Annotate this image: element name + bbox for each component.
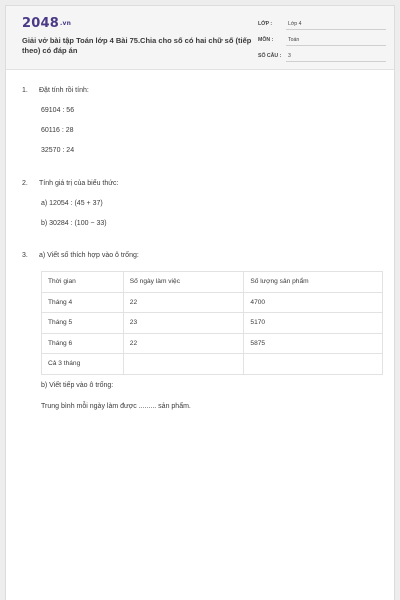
- meta-row-grade: [258, 18, 386, 34]
- site-logo[interactable]: [22, 17, 71, 31]
- worksheet-meta: [258, 18, 386, 66]
- table-cell: 22: [123, 292, 244, 313]
- table-cell: Tháng 4: [42, 292, 124, 313]
- worksheet: [5, 5, 395, 600]
- table-cell: 22: [123, 333, 244, 354]
- meta-label-question-count: SỐ CÂU :: [258, 53, 282, 59]
- table-cell-blank[interactable]: [123, 354, 244, 375]
- question-2-item: b) 30284 : (100 − 33): [41, 220, 107, 227]
- question-1-item: 60116 : 28: [41, 127, 74, 134]
- meta-row-subject: [258, 34, 386, 50]
- table-header-cell: Số lượng sản phẩm: [244, 272, 383, 293]
- question-prompt: Đặt tính rồi tính:: [39, 87, 89, 94]
- table-cell: 23: [123, 313, 244, 334]
- meta-value-grade: Lớp 4: [286, 18, 386, 30]
- question-1-item: 69104 : 56: [41, 107, 75, 114]
- question-prompt: Tính giá trị của biểu thức:: [39, 180, 119, 187]
- table-row: [42, 292, 383, 313]
- question-prompt: a) Viết số thích hợp vào ô trống:: [39, 252, 139, 259]
- table-row: [42, 354, 383, 375]
- logo-text: 2048: [22, 16, 59, 31]
- meta-value-subject: Toán: [286, 34, 386, 46]
- meta-label-subject: MÔN :: [258, 37, 274, 43]
- table-cell: Tháng 6: [42, 333, 124, 354]
- question-2-item: a) 12054 : (45 + 37): [41, 200, 103, 207]
- table-cell: 5170: [244, 313, 383, 334]
- table-header-cell: Thời gian: [42, 272, 124, 293]
- table-cell: 5875: [244, 333, 383, 354]
- question-3-part-b-text: Trung bình mỗi ngày làm được ......... sản phẩm.: [41, 403, 191, 410]
- table-cell: 4700: [244, 292, 383, 313]
- table-cell: Tháng 5: [42, 313, 124, 334]
- question-number: 3.: [22, 252, 28, 259]
- question-number: 2.: [22, 180, 28, 187]
- table-cell: Cả 3 tháng: [42, 354, 124, 375]
- table-row: [42, 313, 383, 334]
- meta-value-question-count: 3: [286, 50, 386, 62]
- table-row: [42, 333, 383, 354]
- question-3-part-b-prompt: b) Viết tiếp vào ô trống:: [41, 382, 114, 389]
- table-cell-blank[interactable]: [244, 354, 383, 375]
- meta-label-grade: LỚP :: [258, 21, 273, 27]
- table-header-cell: Số ngày làm việc: [123, 272, 244, 293]
- table-header-row: [42, 272, 383, 293]
- question-1-item: 32570 : 24: [41, 147, 75, 154]
- production-table: [41, 271, 383, 375]
- logo-suffix: .vn: [59, 20, 72, 27]
- meta-row-question-count: [258, 50, 386, 66]
- question-number: 1.: [22, 87, 28, 94]
- worksheet-header: [6, 6, 394, 70]
- page-title: Giải vở bài tập Toán lớp 4 Bài 75.Chia cho số có hai chữ số (tiếp theo) có đáp án: [22, 36, 252, 55]
